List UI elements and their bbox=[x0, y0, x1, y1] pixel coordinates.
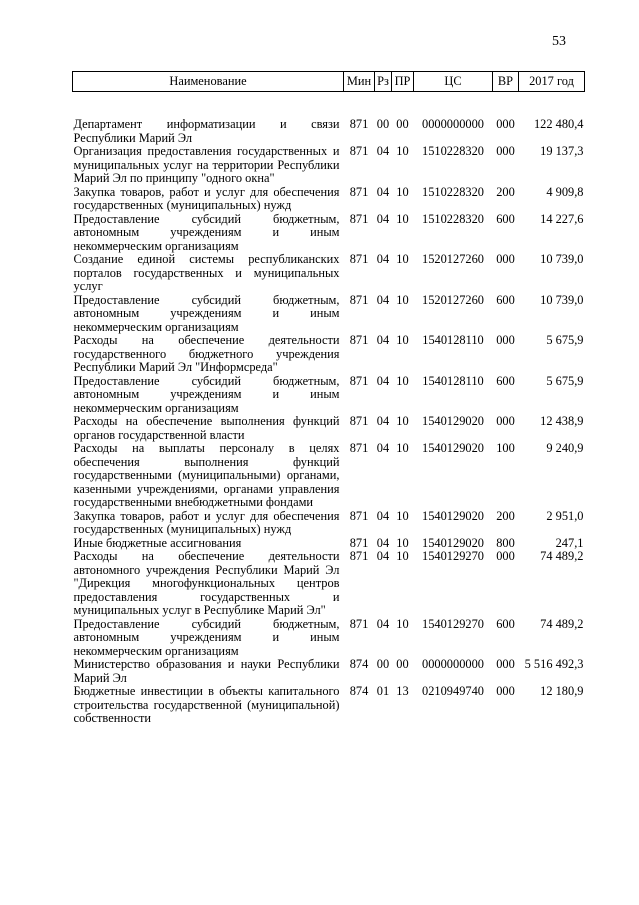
table-row bbox=[73, 334, 585, 375]
header-vr: ВР bbox=[493, 72, 519, 92]
row-rz: 04 bbox=[376, 373, 390, 388]
row-min: 871 bbox=[349, 616, 369, 631]
header-pr: ПР bbox=[392, 72, 414, 92]
row-rz: 04 bbox=[376, 184, 390, 199]
row-rz: 04 bbox=[376, 144, 390, 158]
row-cs: 1510228320 bbox=[422, 184, 484, 199]
row-min: 871 bbox=[349, 333, 369, 347]
row-cs: 1540129020 bbox=[422, 508, 484, 523]
row-cs: 1540129020 bbox=[422, 441, 484, 455]
row-rz: 04 bbox=[376, 292, 390, 307]
row-min: 871 bbox=[349, 211, 369, 226]
row-amount: 74 489,2 bbox=[540, 616, 584, 631]
table-row bbox=[73, 658, 585, 685]
row-amount: 74 489,2 bbox=[540, 549, 584, 563]
row-name: Предоставление субсидий бюджетным, автономным учреждениям и иным некоммерческим организациям bbox=[73, 616, 340, 658]
row-cs: 1540128110 bbox=[422, 373, 484, 388]
row-pr: 10 bbox=[396, 373, 409, 388]
row-vr: 100 bbox=[496, 441, 515, 455]
row-rz: 00 bbox=[376, 117, 390, 131]
row-name: Расходы на обеспечение выполнения функций органов государственной власти bbox=[73, 414, 340, 442]
row-pr: 10 bbox=[396, 333, 409, 347]
row-name: Закупка товаров, работ и услуг для обеспечения государственных (муниципальных) нужд bbox=[73, 508, 340, 536]
row-amount: 247,1 bbox=[555, 535, 584, 550]
row-vr: 000 bbox=[496, 117, 515, 131]
row-pr: 10 bbox=[396, 508, 409, 523]
row-name: Расходы на обеспечение деятельности автономного учреждения Республики Марий Эл "Дирекция многофункциональных центров предоставления государственных и муниципальных услуг в Республике Марий Эл" bbox=[73, 549, 340, 617]
row-amount: 10 739,0 bbox=[540, 292, 584, 307]
row-pr: 10 bbox=[396, 616, 409, 631]
row-vr: 200 bbox=[496, 508, 515, 523]
row-cs: 1520127260 bbox=[422, 252, 484, 266]
row-amount: 10 739,0 bbox=[540, 252, 584, 266]
row-vr: 600 bbox=[496, 211, 515, 226]
row-rz: 04 bbox=[376, 333, 390, 347]
row-vr: 000 bbox=[496, 333, 515, 347]
row-name: Расходы на обеспечение деятельности государственного бюджетного учреждения Республики Марий Эл "Информсреда" bbox=[73, 333, 340, 374]
row-amount: 5 516 492,3 bbox=[524, 657, 584, 671]
row-min: 871 bbox=[349, 441, 369, 455]
row-amount: 4 909,8 bbox=[546, 184, 584, 199]
row-rz: 00 bbox=[376, 657, 390, 671]
budget-table-container bbox=[72, 71, 584, 726]
row-pr: 10 bbox=[396, 144, 409, 158]
row-name: Бюджетные инвестиции в объекты капитального строительства государственной (муниципальной) собственности bbox=[73, 684, 340, 725]
row-min: 871 bbox=[349, 373, 369, 388]
row-vr: 000 bbox=[496, 144, 515, 158]
row-vr: 600 bbox=[496, 292, 515, 307]
row-min: 874 bbox=[349, 657, 369, 671]
row-cs: 0210949740 bbox=[422, 684, 484, 698]
header-cs: ЦС bbox=[414, 72, 493, 92]
row-min: 874 bbox=[349, 684, 369, 698]
row-amount: 122 480,4 bbox=[533, 117, 584, 131]
row-vr: 000 bbox=[496, 684, 515, 698]
row-min: 871 bbox=[349, 414, 369, 428]
row-pr: 10 bbox=[396, 211, 409, 226]
row-vr: 000 bbox=[496, 252, 515, 266]
row-min: 871 bbox=[349, 508, 369, 523]
row-min: 871 bbox=[349, 535, 369, 550]
row-pr: 10 bbox=[396, 184, 409, 199]
row-pr: 10 bbox=[396, 292, 409, 307]
row-cs: 1540128110 bbox=[422, 333, 484, 347]
row-name: Предоставление субсидий бюджетным, автономным учреждениям и иным некоммерческим организациям bbox=[73, 292, 340, 334]
row-cs: 1510228320 bbox=[422, 144, 484, 158]
row-rz: 04 bbox=[376, 252, 390, 266]
row-cs: 0000000000 bbox=[422, 117, 484, 131]
table-row bbox=[73, 213, 585, 254]
row-name: Создание единой системы республиканских порталов государственных и муниципальных услуг bbox=[73, 252, 340, 293]
row-rz: 04 bbox=[376, 508, 390, 523]
row-name: Предоставление субсидий бюджетным, автономным учреждениям и иным некоммерческим организациям bbox=[73, 211, 340, 253]
table-row bbox=[73, 550, 585, 618]
row-vr: 000 bbox=[496, 549, 515, 563]
table-header-row bbox=[73, 72, 585, 92]
row-min: 871 bbox=[349, 549, 369, 563]
row-cs: 1540129270 bbox=[422, 549, 484, 563]
row-rz: 04 bbox=[376, 535, 390, 550]
budget-table bbox=[72, 71, 585, 726]
row-vr: 600 bbox=[496, 616, 515, 631]
row-amount: 12 180,9 bbox=[540, 684, 584, 698]
row-vr: 800 bbox=[496, 535, 515, 550]
row-pr: 10 bbox=[396, 549, 409, 563]
table-row bbox=[73, 294, 585, 335]
header-rz: Рз bbox=[375, 72, 392, 92]
table-row bbox=[73, 186, 585, 213]
table-row bbox=[73, 415, 585, 442]
row-amount: 19 137,3 bbox=[540, 144, 584, 158]
row-amount: 14 227,6 bbox=[540, 211, 584, 226]
row-amount: 2 951,0 bbox=[546, 508, 584, 523]
row-amount: 5 675,9 bbox=[546, 333, 584, 347]
row-vr: 600 bbox=[496, 373, 515, 388]
table-row bbox=[73, 375, 585, 416]
row-min: 871 bbox=[349, 117, 369, 131]
table-row bbox=[73, 92, 585, 146]
row-min: 871 bbox=[349, 252, 369, 266]
row-min: 871 bbox=[349, 184, 369, 199]
row-rz: 04 bbox=[376, 211, 390, 226]
row-name: Министерство образования и науки Республики Марий Эл bbox=[73, 657, 340, 685]
header-year: 2017 год bbox=[519, 72, 585, 92]
row-pr: 10 bbox=[396, 252, 409, 266]
row-amount: 9 240,9 bbox=[546, 441, 584, 455]
row-rz: 01 bbox=[376, 684, 390, 698]
table-row bbox=[73, 510, 585, 537]
table-body bbox=[73, 92, 585, 726]
table-row bbox=[73, 537, 585, 551]
row-rz: 04 bbox=[376, 549, 390, 563]
table-row bbox=[73, 618, 585, 659]
table-row bbox=[73, 145, 585, 186]
row-name: Департамент информатизации и связи Республики Марий Эл bbox=[73, 117, 340, 145]
row-vr: 000 bbox=[496, 657, 515, 671]
row-cs: 1510228320 bbox=[422, 211, 484, 226]
table-row bbox=[73, 685, 585, 726]
row-rz: 04 bbox=[376, 414, 390, 428]
row-cs: 0000000000 bbox=[422, 657, 484, 671]
table-row bbox=[73, 253, 585, 294]
row-pr: 10 bbox=[396, 414, 409, 428]
row-min: 871 bbox=[349, 292, 369, 307]
row-cs: 1540129020 bbox=[422, 414, 484, 428]
row-name: Предоставление субсидий бюджетным, автономным учреждениям и иным некоммерческим организациям bbox=[73, 373, 340, 415]
row-cs: 1520127260 bbox=[422, 292, 484, 307]
row-vr: 000 bbox=[496, 414, 515, 428]
row-name: Закупка товаров, работ и услуг для обеспечения государственных (муниципальных) нужд bbox=[73, 184, 340, 212]
row-pr: 00 bbox=[396, 657, 409, 671]
row-rz: 04 bbox=[376, 616, 390, 631]
row-rz: 04 bbox=[376, 441, 390, 455]
page-number: 53 bbox=[552, 34, 566, 49]
row-pr: 00 bbox=[396, 117, 409, 131]
row-name: Организация предоставления государственных и муниципальных услуг на территории Республики Марий Эл по принципу "одного окна" bbox=[73, 144, 340, 185]
header-min: Мин bbox=[344, 72, 375, 92]
row-cs: 1540129020 bbox=[422, 535, 484, 550]
row-pr: 10 bbox=[396, 441, 409, 455]
row-amount: 12 438,9 bbox=[540, 414, 584, 428]
header-name: Наименование bbox=[73, 72, 344, 92]
row-vr: 200 bbox=[496, 184, 515, 199]
row-amount: 5 675,9 bbox=[546, 373, 584, 388]
row-pr: 13 bbox=[396, 684, 409, 698]
table-row bbox=[73, 442, 585, 510]
row-min: 871 bbox=[349, 144, 369, 158]
row-name: Иные бюджетные ассигнования bbox=[73, 535, 242, 550]
row-pr: 10 bbox=[396, 535, 409, 550]
row-name: Расходы на выплаты персоналу в целях обеспечения выполнения функций государственными (муниципальными) органами, казенными учреждениями, органами управления государственными внебюджетными фондами bbox=[73, 441, 340, 509]
row-cs: 1540129270 bbox=[422, 616, 484, 631]
